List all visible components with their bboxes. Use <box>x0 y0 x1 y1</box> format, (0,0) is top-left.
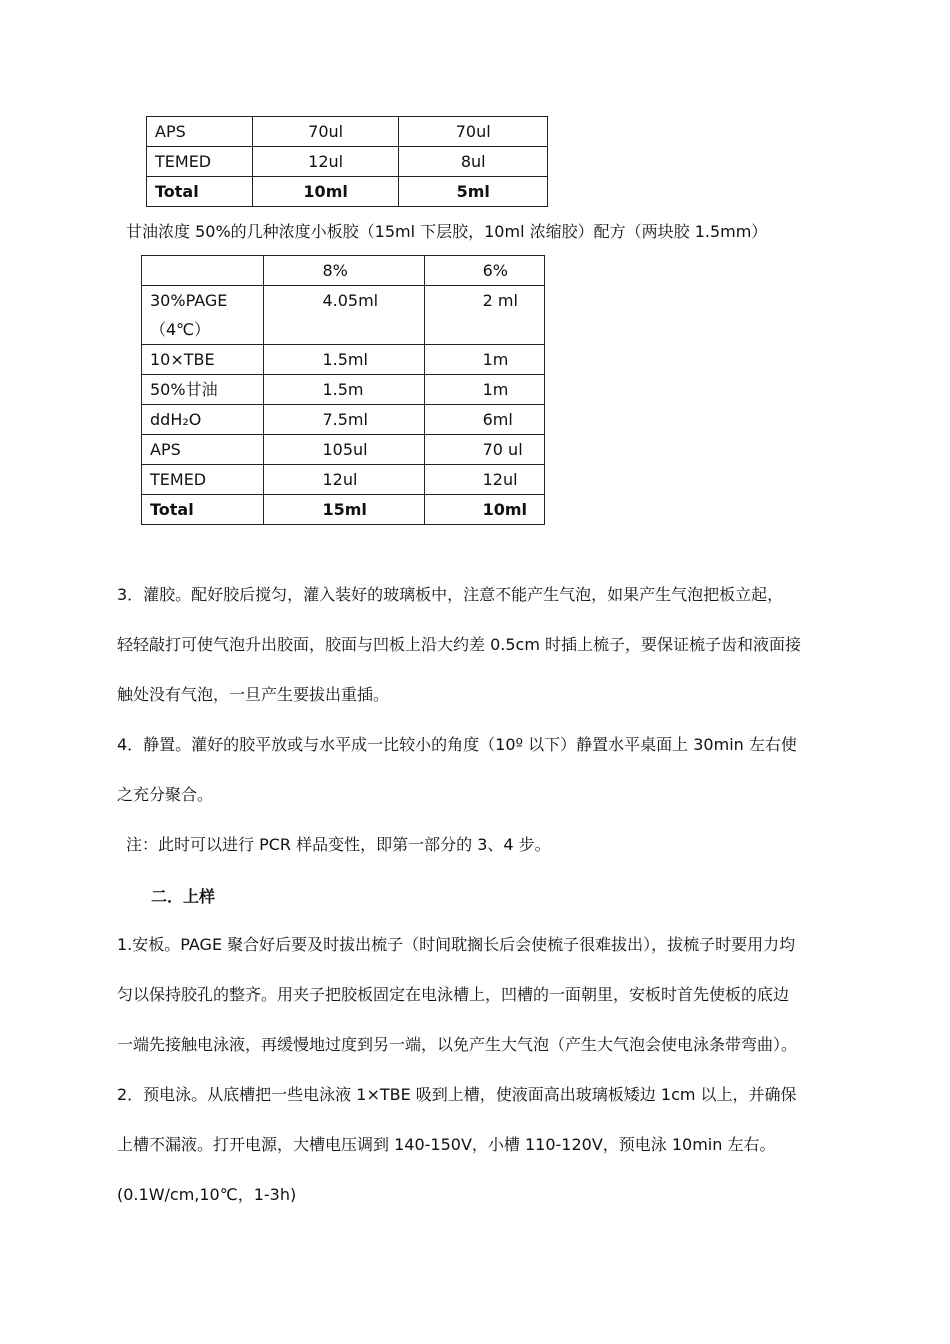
paragraph-line: (0.1W/cm,10℃，1-3h) <box>117 1185 297 1204</box>
table-row <box>147 147 548 177</box>
table-cell: 10ml <box>424 495 544 525</box>
paragraph-line: 上槽不漏液。打开电源，大槽电压调到 140-150V，小槽 110-120V，预电泳 10min 左右。 <box>117 1135 776 1154</box>
paragraph-line: 1.安板。PAGE 聚合好后要及时拔出梳子（时间耽搁长后会使梳子很难拔出），拔梳子时要用力均 <box>117 935 796 954</box>
table-cell: 105ul <box>264 435 424 465</box>
table-cell: 10ml <box>252 177 399 207</box>
table-row <box>142 286 545 345</box>
table-cell: 12ul <box>264 465 424 495</box>
paragraph-line: 触处没有气泡，一旦产生要拔出重插。 <box>117 685 390 704</box>
table-cell: 30%PAGE（4℃） <box>142 286 264 345</box>
table-cell: 1m <box>424 375 544 405</box>
table-cell: 1.5ml <box>264 345 424 375</box>
table-cell: 6ml <box>424 405 544 435</box>
table-cell: 12ul <box>252 147 399 177</box>
table-cell: APS <box>142 435 264 465</box>
paragraph-line: 轻轻敲打可使气泡升出胶面，胶面与凹板上沿大约差 0.5cm 时插上梳子，要保证梳子齿和液面接 <box>117 635 802 654</box>
note-line: 注：此时可以进行 PCR 样品变性，即第一部分的 3、4 步。 <box>126 835 551 854</box>
table-cell: APS <box>147 117 253 147</box>
table-caption: 甘油浓度 50%的几种浓度小板胶（15ml 下层胶，10ml 浓缩胶）配方（两块胶 1.5mm） <box>126 222 768 241</box>
table-row <box>142 405 545 435</box>
table-cell: TEMED <box>142 465 264 495</box>
table-cell: 15ml <box>264 495 424 525</box>
table-header-row <box>142 256 545 286</box>
table-cell: 70 ul <box>424 435 544 465</box>
table-row-total <box>142 495 545 525</box>
table-row <box>142 435 545 465</box>
paragraph-line: 之充分聚合。 <box>117 785 214 804</box>
table-cell: Total <box>142 495 264 525</box>
table-cell: 10×TBE <box>142 345 264 375</box>
table-cell: 5ml <box>399 177 548 207</box>
table-cell: ddH₂O <box>142 405 264 435</box>
table-row <box>142 465 545 495</box>
table-row <box>142 375 545 405</box>
table-row <box>147 117 548 147</box>
table-cell: 12ul <box>424 465 544 495</box>
table-cell: 6% <box>424 256 544 286</box>
table-cell: 8% <box>264 256 424 286</box>
table-cell: 2 ml <box>424 286 544 345</box>
paragraph-line: 匀以保持胶孔的整齐。用夹子把胶板固定在电泳槽上，凹槽的一面朝里，安板时首先使板的底边 <box>117 985 790 1004</box>
table-cell: 70ul <box>399 117 548 147</box>
paragraph-line: 3．灌胶。配好胶后搅匀，灌入装好的玻璃板中，注意不能产生气泡，如果产生气泡把板立起， <box>117 585 784 604</box>
table-cell: Total <box>147 177 253 207</box>
table-row <box>142 345 545 375</box>
table-cell: 7.5ml <box>264 405 424 435</box>
table-cell: 8ul <box>399 147 548 177</box>
table-cell <box>142 256 264 286</box>
table-cell: 1.5m <box>264 375 424 405</box>
table-cell: TEMED <box>147 147 253 177</box>
table-row-total <box>147 177 548 207</box>
table-cell: 70ul <box>252 117 399 147</box>
reagent-table-2 <box>141 255 545 525</box>
paragraph-line: 4．静置。灌好的胶平放或与水平成一比较小的角度（10º 以下）静置水平桌面上 30min 左右使 <box>117 735 797 754</box>
section-heading: 二．上样 <box>151 887 216 906</box>
table-cell: 1m <box>424 345 544 375</box>
paragraph-line: 一端先接触电泳液，再缓慢地过度到另一端，以免产生大气泡（产生大气泡会使电泳条带弯曲）。 <box>117 1035 798 1054</box>
table-cell: 4.05ml <box>264 286 424 345</box>
reagent-table-1 <box>146 116 548 207</box>
table-cell: 50%甘油 <box>142 375 264 405</box>
paragraph-line: 2．预电泳。从底槽把一些电泳液 1×TBE 吸到上槽，使液面高出玻璃板矮边 1cm 以上，并确保 <box>117 1085 797 1104</box>
